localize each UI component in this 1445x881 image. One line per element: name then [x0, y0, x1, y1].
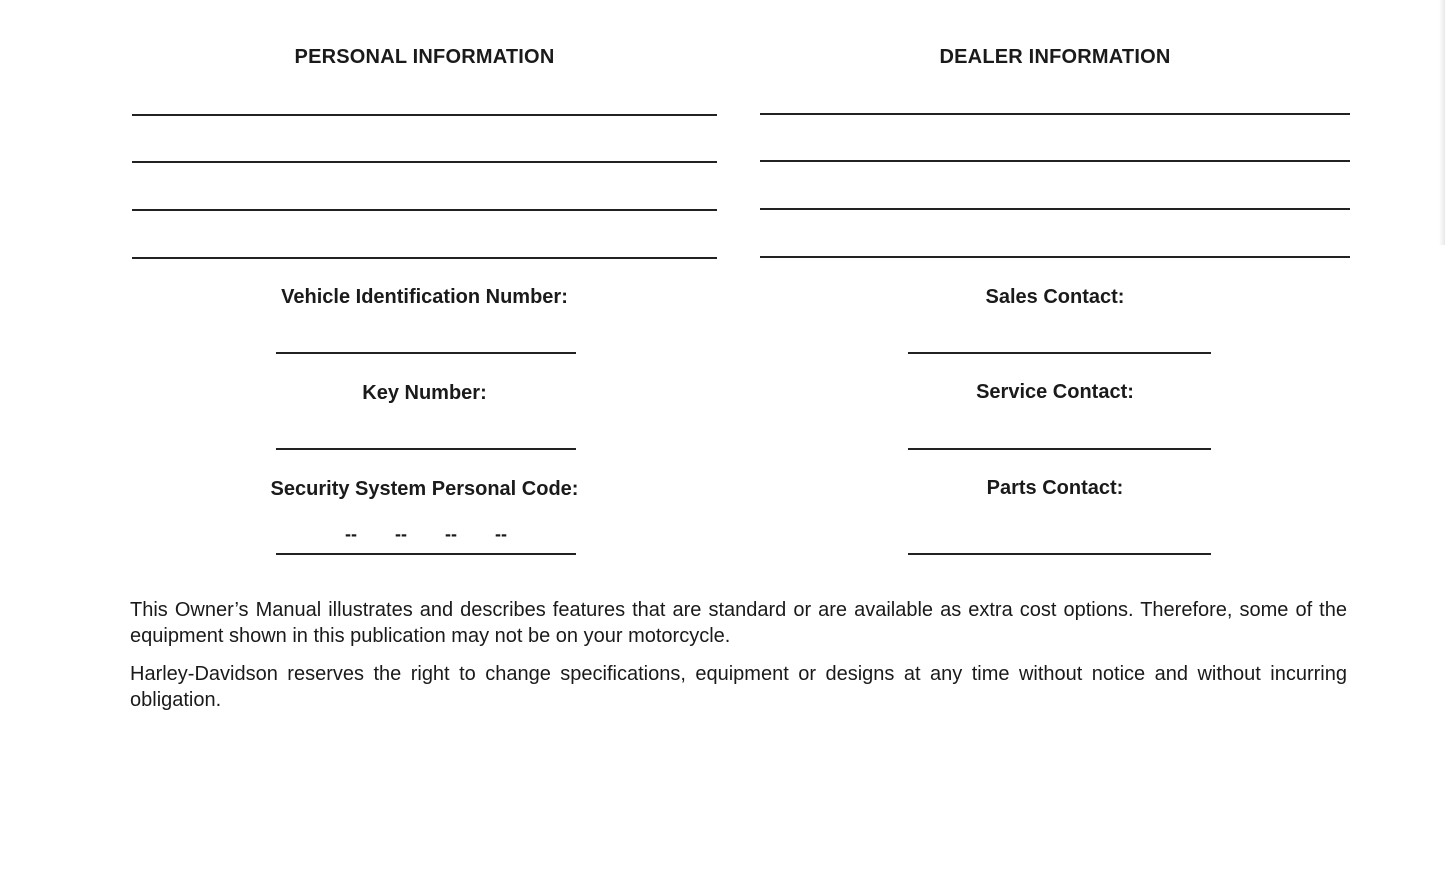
dealer-info-line-4[interactable] — [760, 256, 1350, 258]
sales-contact-field-line[interactable] — [908, 352, 1211, 354]
vin-field-line[interactable] — [276, 352, 576, 354]
parts-contact-field-line[interactable] — [908, 553, 1211, 555]
security-code-placeholders[interactable] — [276, 524, 576, 545]
manual-notes — [130, 597, 1347, 725]
service-contact-label: Service Contact: — [976, 381, 1134, 403]
dealer-info-line-1[interactable] — [760, 113, 1350, 115]
key-number-label: Key Number: — [362, 382, 487, 404]
code-digit-4: -- — [495, 524, 507, 544]
personal-info-line-1[interactable] — [132, 114, 717, 116]
sales-contact-label: Sales Contact: — [985, 286, 1125, 308]
page-edge-shadow — [1439, 0, 1445, 245]
dealer-info-line-2[interactable] — [760, 160, 1350, 162]
notes-paragraph-rights: Harley-Davidson reserves the right to change specifications, equipment or designs at any time without notice and without incurring obligation. — [130, 663, 1347, 711]
parts-contact-label: Parts Contact: — [986, 477, 1124, 499]
security-code-field-line[interactable] — [276, 553, 576, 555]
security-code-label: Security System Personal Code: — [270, 478, 579, 500]
notes-paragraph-equipment: This Owner’s Manual illustrates and describes features that are standard or are available as extra cost options. Therefore, some of the equipment shown in this publication may not be on your motorcycle. — [130, 599, 1347, 647]
service-contact-field-line[interactable] — [908, 448, 1211, 450]
code-digit-2: -- — [395, 524, 407, 544]
vin-label: Vehicle Identification Number: — [281, 286, 568, 308]
code-digit-3: -- — [445, 524, 457, 544]
dealer-info-line-3[interactable] — [760, 208, 1350, 210]
personal-information-heading: PERSONAL INFORMATION — [294, 46, 555, 68]
personal-info-line-4[interactable] — [132, 257, 717, 259]
key-number-field-line[interactable] — [276, 448, 576, 450]
personal-info-line-2[interactable] — [132, 161, 717, 163]
code-digit-1: -- — [345, 524, 357, 544]
dealer-information-heading: DEALER INFORMATION — [939, 46, 1171, 68]
personal-info-line-3[interactable] — [132, 209, 717, 211]
